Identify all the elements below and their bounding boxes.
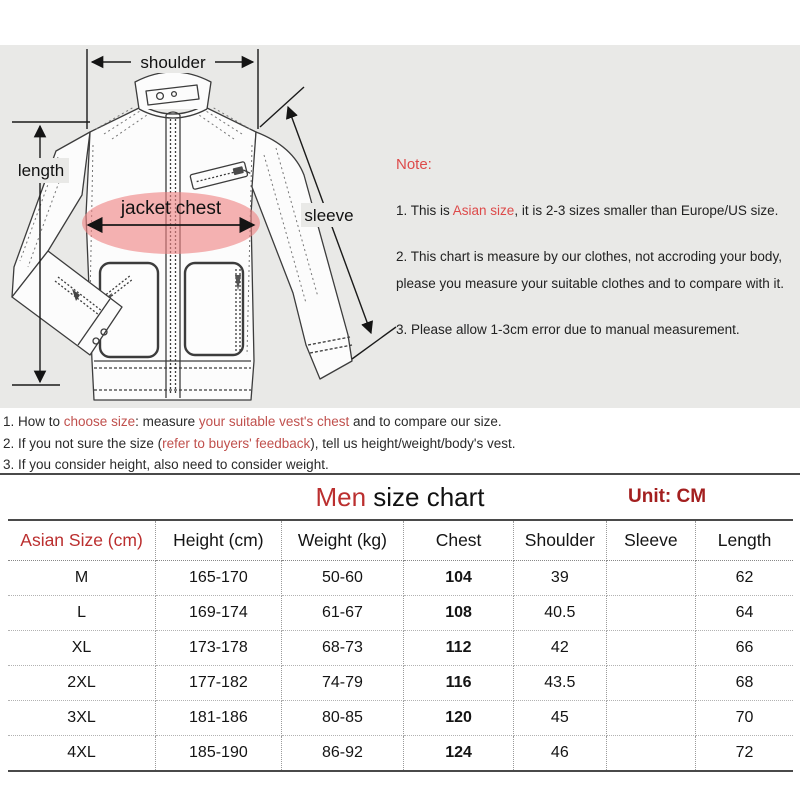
header-shoulder: Shoulder: [514, 520, 607, 561]
cell-sleeve: [606, 596, 695, 631]
table-row: [8, 596, 793, 631]
cell-height: 169-174: [156, 596, 282, 631]
cell-chest: 120: [404, 701, 514, 736]
cell-length: 64: [696, 596, 793, 631]
cell-sleeve: [606, 701, 695, 736]
cell-sleeve: [606, 631, 695, 666]
cell-length: 68: [696, 666, 793, 701]
cell-chest: 112: [404, 631, 514, 666]
cell-weight: 86-92: [281, 736, 403, 772]
cell-shoulder: 39: [514, 561, 607, 596]
header-height: Height (cm): [156, 520, 282, 561]
cell-chest: 124: [404, 736, 514, 772]
size-chart-title-men: Men: [315, 482, 367, 512]
cell-sleeve: [606, 666, 695, 701]
cell-size: 4XL: [8, 736, 156, 772]
cell-height: 173-178: [156, 631, 282, 666]
table-row: [8, 666, 793, 701]
cell-size: 3XL: [8, 701, 156, 736]
cell-weight: 68-73: [281, 631, 403, 666]
cell-length: 70: [696, 701, 793, 736]
cell-sleeve: [606, 736, 695, 772]
table-header-row: [8, 520, 793, 561]
header-sleeve: Sleeve: [606, 520, 695, 561]
cell-chest: 108: [404, 596, 514, 631]
cell-length: 66: [696, 631, 793, 666]
header-length: Length: [696, 520, 793, 561]
size-chart-title-rest: size chart: [366, 482, 485, 512]
note-item: 3. Please allow 1-3cm error due to manual measurement.: [396, 322, 740, 337]
cell-sleeve: [606, 561, 695, 596]
cell-length: 62: [696, 561, 793, 596]
table-row: [8, 736, 793, 772]
cell-weight: 74-79: [281, 666, 403, 701]
table-row: [8, 701, 793, 736]
table-row: [8, 561, 793, 596]
size-table: [8, 519, 793, 772]
note-item: 1. This is Asian size, it is 2-3 sizes smaller than Europe/US size.: [396, 203, 779, 218]
size-chart-section: [0, 473, 800, 772]
tips-block: [3, 411, 800, 476]
shoulder-label: shoulder: [140, 53, 206, 72]
note-item: 2. This chart is measure by our clothes, not accroding your body, please you measure your suitable clothes and to compare with it.: [396, 249, 784, 291]
notes-block: [396, 151, 798, 362]
cell-weight: 80-85: [281, 701, 403, 736]
cell-height: 181-186: [156, 701, 282, 736]
cell-shoulder: 43.5: [514, 666, 607, 701]
sleeve-label: sleeve: [304, 206, 354, 225]
header-asian-size: Asian Size (cm): [8, 520, 156, 561]
cell-height: 185-190: [156, 736, 282, 772]
tip-item: 3. If you consider height, also need to consider weight.: [3, 457, 329, 472]
jacket-diagram: [0, 45, 400, 408]
header-weight: Weight (kg): [281, 520, 403, 561]
cell-length: 72: [735, 744, 754, 761]
cell-weight: 61-67: [281, 596, 403, 631]
jacket-chest-label: jacket chest: [120, 198, 222, 219]
cell-height: 165-170: [156, 561, 282, 596]
size-chart-header-row: [0, 473, 800, 519]
header-chest: Chest: [404, 520, 514, 561]
table-row: [8, 631, 793, 666]
cell-shoulder: 46: [514, 736, 607, 772]
tip-item: 1. How to choose size: measure your suitable vest's chest and to compare our size.: [3, 414, 502, 429]
cell-shoulder: 42: [514, 631, 607, 666]
cell-size: XL: [8, 631, 156, 666]
note-title: Note:: [396, 156, 432, 173]
diagram-panel: [0, 45, 800, 408]
cell-chest: 116: [404, 666, 514, 701]
cell-weight: 50-60: [281, 561, 403, 596]
cell-shoulder: 40.5: [514, 596, 607, 631]
cell-height: 177-182: [156, 666, 282, 701]
tip-item: 2. If you not sure the size (refer to buyers' feedback), tell us height/weight/body's vest.: [3, 435, 516, 451]
cell-shoulder: 45: [514, 701, 607, 736]
cell-size: M: [8, 561, 156, 596]
cell-size: 2XL: [8, 666, 156, 701]
cell-chest: 104: [404, 561, 514, 596]
cell-size: L: [8, 596, 156, 631]
unit-label: Unit: CM: [628, 486, 707, 507]
length-label: length: [17, 161, 65, 180]
